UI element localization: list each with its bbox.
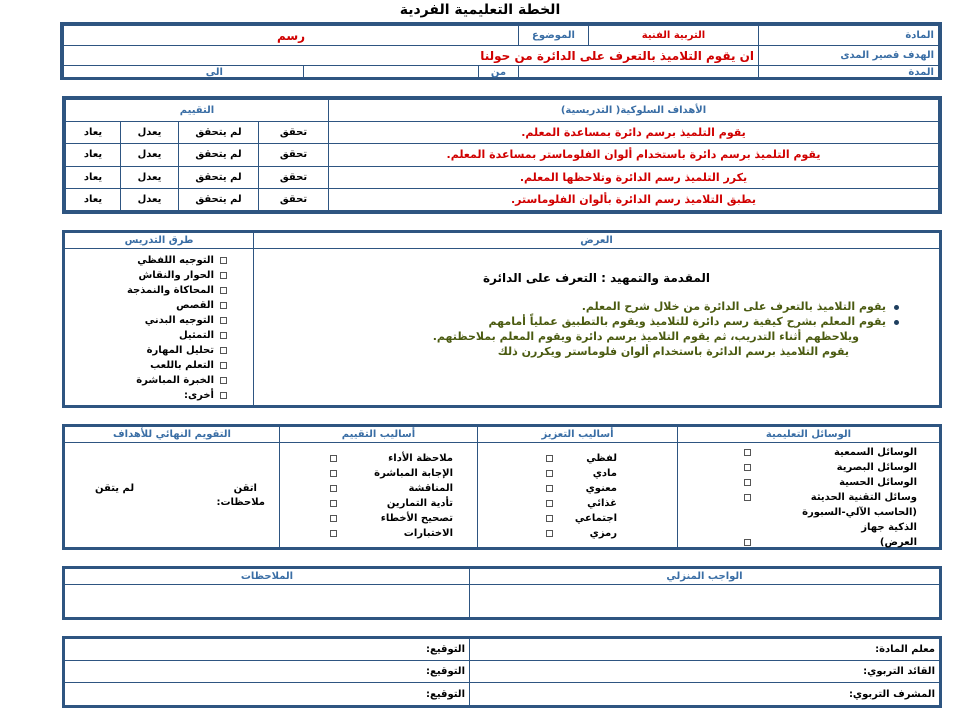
list-item[interactable]: غذائي: [478, 496, 617, 511]
checkbox-icon[interactable]: [546, 470, 553, 477]
checkbox-icon[interactable]: [220, 347, 227, 354]
list-item[interactable]: مادي: [478, 466, 617, 481]
page-title: الخطة التعليمية الفردية: [399, 2, 561, 18]
evaluation-header: التقييم: [66, 100, 329, 122]
checkbox-icon[interactable]: [546, 455, 553, 462]
list-item[interactable]: الوسائل البصرية: [678, 460, 917, 475]
list-item[interactable]: اجتماعي: [478, 511, 617, 526]
eval-modify: يعدل: [121, 144, 179, 166]
objective-item: يقوم التلميذ برسم دائرة باستخدام ألوان الفلوماستر بمساعدة المعلم.: [329, 144, 939, 166]
presentation-line: ويلاحظهم أثناء التدريب، ثم يقوم التلاميذ برسم دائرة ويقوم المعلم بملاحظتهم.: [432, 330, 859, 343]
notes-section: [65, 569, 469, 617]
assessment-section: [279, 427, 477, 547]
signature-field[interactable]: التوقيع:: [65, 639, 469, 661]
presentation-box: [62, 230, 942, 408]
list-item[interactable]: تحليل المهارة: [65, 343, 233, 358]
presentation-intro: المقدمة والتمهيد : التعرف على الدائرة: [482, 271, 711, 285]
eval-modify: يعدل: [121, 166, 179, 188]
eval-repeat: يعاد: [66, 122, 121, 144]
not-mastered-label: لم يتقن: [95, 483, 135, 494]
objective-item: يكرر التلميذ رسم الدائرة وتلاحظها المعلم.: [329, 166, 939, 188]
goal-label: الهدف قصير المدى: [759, 46, 939, 66]
methods-box: [62, 424, 942, 550]
teaching-methods-header: طرق التدريس: [65, 233, 253, 249]
list-item[interactable]: المحاكاة والنمذجة: [65, 283, 233, 298]
signature-role: القائد التربوي:: [470, 661, 939, 683]
list-item[interactable]: التعلم باللعب: [65, 358, 233, 373]
signature-role: المشرف التربوي:: [848, 688, 935, 700]
checkbox-icon[interactable]: [220, 332, 227, 339]
checkbox-icon[interactable]: [220, 317, 227, 324]
checkbox-icon[interactable]: [330, 485, 337, 492]
list-item[interactable]: الوسائل الحسية: [678, 475, 917, 490]
eval-repeat: يعاد: [66, 166, 121, 188]
bullet-icon: [894, 305, 899, 310]
list-item[interactable]: التوجيه البدني: [65, 313, 233, 328]
checkbox-icon[interactable]: [546, 530, 553, 537]
eval-achieved: تحقق: [259, 188, 329, 210]
eval-not-achieved: لم يتحقق: [179, 144, 259, 166]
list-item[interactable]: المناقشة: [280, 481, 453, 496]
checkbox-icon[interactable]: [330, 515, 337, 522]
signature-roles: [469, 639, 939, 705]
checkbox-icon[interactable]: [546, 515, 553, 522]
signature-fields: [65, 639, 469, 705]
list-item[interactable]: التمثيل: [65, 328, 233, 343]
list-item[interactable]: الإجابة المباشرة: [280, 466, 453, 481]
presentation-line: يقوم التلاميذ برسم الدائرة باستخدام ألوان فلوماستر ويكررن ذلك: [497, 345, 849, 358]
checkbox-icon[interactable]: [330, 455, 337, 462]
list-item[interactable]: رمزي: [478, 526, 617, 541]
homework-section: [469, 569, 939, 617]
list-item[interactable]: الاختبارات: [280, 526, 453, 541]
checkbox-icon[interactable]: [744, 479, 751, 486]
homework-notes-box: [62, 566, 942, 620]
goal-value: ان يقوم التلاميذ بالتعرف على الدائرة من حولنا: [64, 46, 759, 66]
objective-item: يطبق التلاميذ رسم الدائرة بألوان الفلوماستر.: [329, 188, 939, 210]
checkbox-icon[interactable]: [744, 494, 751, 501]
duration-label: المدة: [759, 66, 939, 80]
checkbox-icon[interactable]: [220, 257, 227, 264]
eval-repeat: يعاد: [66, 188, 121, 210]
signatures-box: [62, 636, 942, 708]
eval-repeat: يعاد: [66, 144, 121, 166]
objectives-box: [62, 96, 942, 214]
list-item[interactable]: لفظي: [478, 451, 617, 466]
bullet-icon: [894, 320, 899, 325]
eval-achieved: تحقق: [259, 166, 329, 188]
final-notes-label: ملاحظات:: [216, 497, 265, 508]
teaching-methods-section: [65, 233, 253, 405]
eval-achieved: تحقق: [259, 122, 329, 144]
subject-label: المادة: [759, 26, 939, 46]
teaching-methods-list: [65, 249, 233, 403]
checkbox-icon[interactable]: [330, 530, 337, 537]
objectives-header: الأهداف السلوكية( التدريسية): [329, 100, 939, 122]
topic-value: رسم: [64, 26, 519, 46]
list-item[interactable]: الوسائل السمعية: [678, 445, 917, 460]
reinforcement-header: أساليب التعزيز: [478, 427, 677, 443]
eval-achieved: تحقق: [259, 144, 329, 166]
mastered-label: اتقن: [233, 483, 257, 494]
checkbox-icon[interactable]: [220, 302, 227, 309]
presentation-bullet: يقوم التلاميذ بالتعرف على الدائرة من خلال شرح المعلم.: [581, 300, 886, 313]
assessment-header: أساليب التقييم: [280, 427, 477, 443]
signature-role: معلم المادة:: [470, 639, 939, 661]
list-item[interactable]: الحوار والنقاش: [65, 268, 233, 283]
list-item[interactable]: القصص: [65, 298, 233, 313]
list-item[interactable]: وسائل التقنية الحديثة: [678, 490, 917, 505]
list-item[interactable]: أخرى:: [65, 388, 233, 403]
checkbox-icon[interactable]: [220, 287, 227, 294]
signature-field[interactable]: التوقيع:: [426, 688, 465, 700]
list-item[interactable]: الخبرة المباشرة: [65, 373, 233, 388]
homework-header: الواجب المنزلي: [470, 569, 939, 585]
objective-item: يقوم التلميذ برسم دائرة بمساعدة المعلم.: [329, 122, 939, 144]
checkbox-icon[interactable]: [220, 392, 227, 399]
signature-field[interactable]: التوقيع:: [65, 661, 469, 683]
topic-label: الموضوع: [519, 26, 589, 46]
notes-header: الملاحظات: [65, 569, 469, 585]
aids-section: [677, 427, 939, 547]
subject-value: التربية الفنية: [589, 26, 759, 46]
to-label: الى: [64, 66, 304, 80]
aids-header: الوسائل التعليمية: [678, 427, 939, 443]
presentation-header: العرض: [254, 233, 939, 249]
eval-modify: يعدل: [121, 188, 179, 210]
final-eval-header: التقويم النهائي للأهداف: [65, 427, 279, 443]
checkbox-icon[interactable]: [546, 485, 553, 492]
checkbox-icon[interactable]: [546, 500, 553, 507]
eval-modify: يعدل: [121, 122, 179, 144]
presentation-bullet: يقوم المعلم بشرح كيفية رسم دائرة للتلاميذ ويقوم بالتطبيق عملياً أمامهم: [488, 315, 886, 328]
checkbox-icon[interactable]: [744, 449, 751, 456]
checkbox-icon[interactable]: [220, 377, 227, 384]
eval-not-achieved: لم يتحقق: [179, 188, 259, 210]
checkbox-icon[interactable]: [220, 362, 227, 369]
list-item[interactable]: العرض): [678, 535, 917, 550]
list-item[interactable]: تصحيح الأخطاء: [280, 511, 453, 526]
eval-not-achieved: لم يتحقق: [179, 122, 259, 144]
checkbox-icon[interactable]: [220, 272, 227, 279]
list-item: الذكية جهاز: [861, 522, 917, 533]
checkbox-icon[interactable]: [744, 464, 751, 471]
list-item[interactable]: التوجيه اللفظي: [65, 253, 233, 268]
presentation-section: [253, 233, 939, 405]
checkbox-icon[interactable]: [330, 500, 337, 507]
reinforcement-section: [477, 427, 677, 547]
checkbox-icon[interactable]: [744, 539, 751, 546]
header-info-box: [60, 22, 942, 80]
list-item: (الحاسب الآلي-السبورة: [802, 507, 917, 518]
list-item[interactable]: تأدية التمارين: [280, 496, 453, 511]
final-eval-section: [65, 427, 279, 547]
list-item[interactable]: معنوي: [478, 481, 617, 496]
from-label: من: [479, 66, 519, 80]
eval-not-achieved: لم يتحقق: [179, 166, 259, 188]
checkbox-icon[interactable]: [330, 470, 337, 477]
list-item[interactable]: ملاحظة الأداء: [280, 451, 453, 466]
